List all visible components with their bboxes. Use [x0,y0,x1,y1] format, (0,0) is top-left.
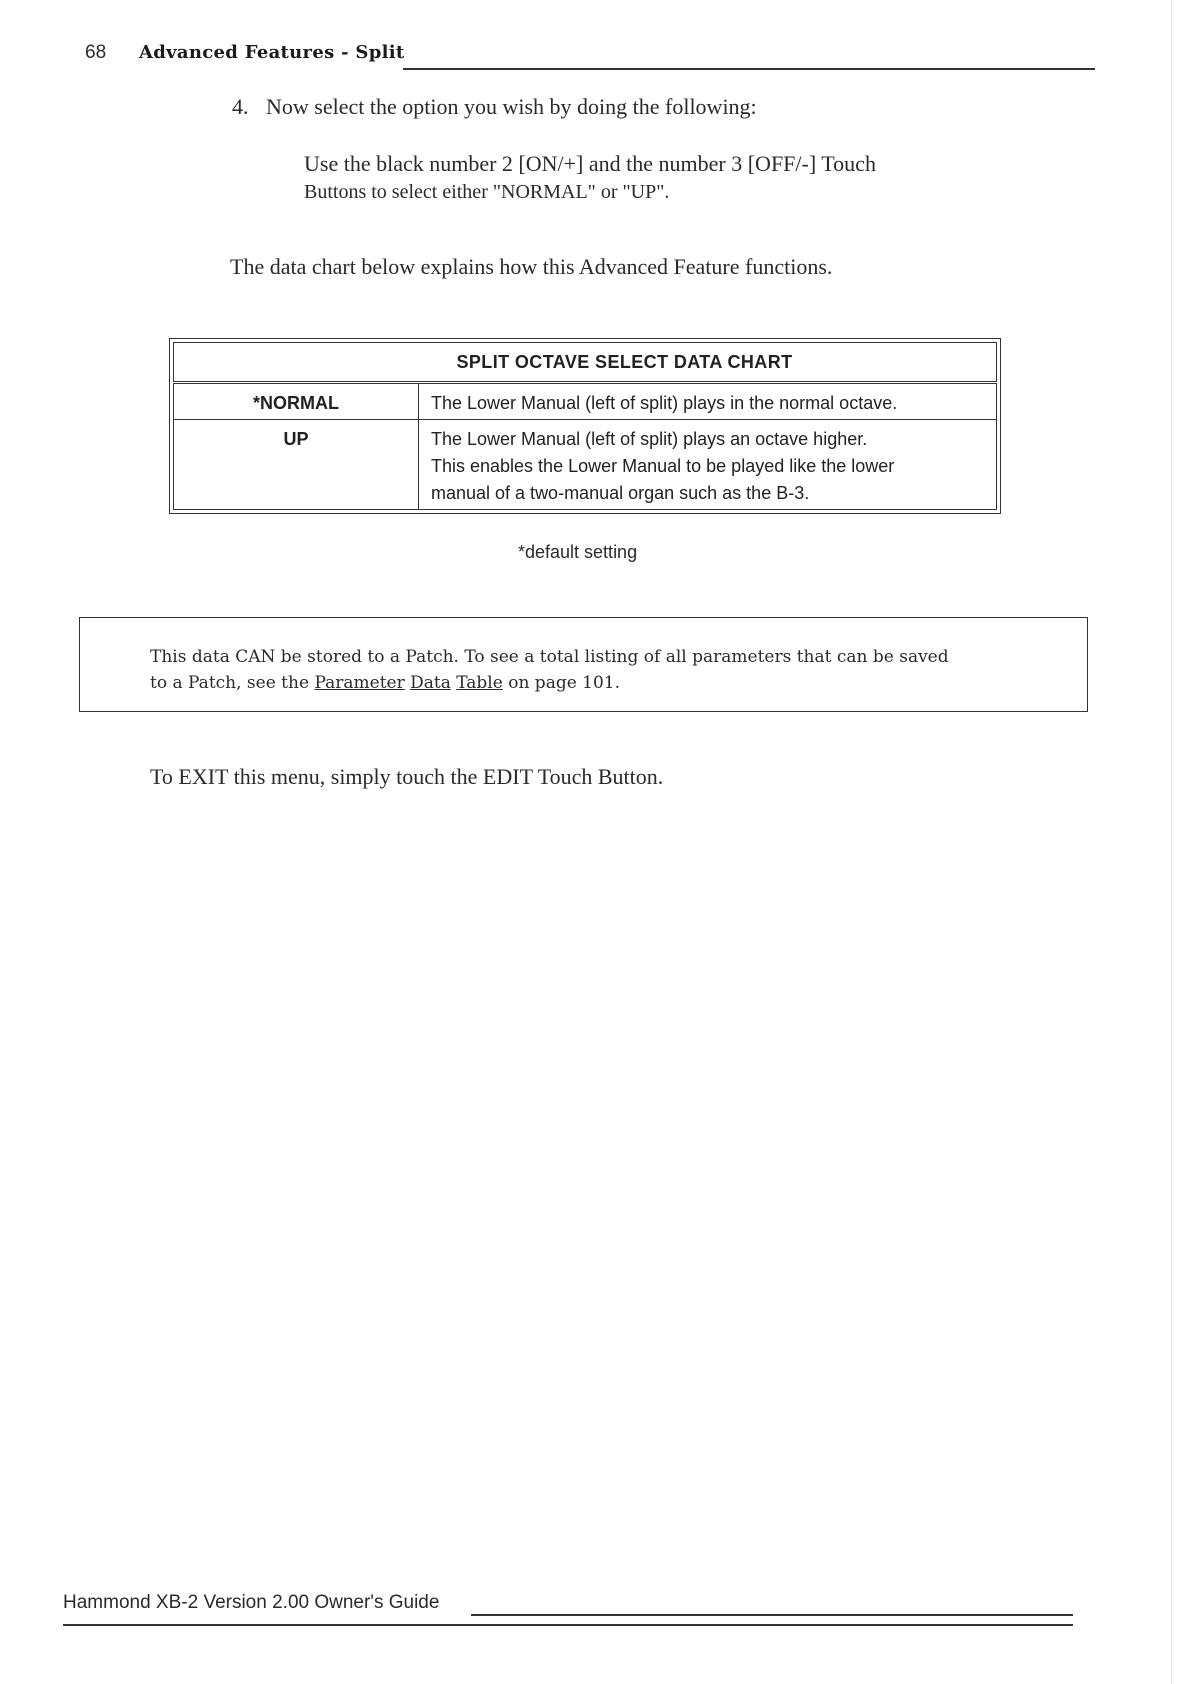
parameter-data-table-link-word-2[interactable]: Data [410,673,451,693]
setting-normal-description: The Lower Manual (left of split) plays in the normal octave. [419,383,997,420]
step-number: 4. [232,94,249,119]
note-line-2-prefix: to a Patch, see the [150,673,310,693]
note-line-2 [150,670,1050,696]
section-title: Advanced Features - Split [139,42,405,63]
chart-title-row [174,343,997,383]
instruction-paragraph [304,150,1044,206]
patch-note-box [79,617,1088,712]
parameter-data-table-link-word-1[interactable]: Parameter [314,673,405,693]
setting-up-description [419,420,997,510]
instruction-line-2: Buttons to select either "NORMAL" or "UP". [304,181,670,203]
chart-title: SPLIT OCTAVE SELECT DATA CHART [174,343,997,383]
instruction-line-1: Use the black number 2 [ON/+] and the number 3 [OFF/-] Touch [304,151,876,176]
page-number: 68 [85,42,107,63]
chart-intro: The data chart below explains how this Advanced Feature functions. [230,254,833,279]
page-footer [63,1592,1073,1632]
table-row [174,420,997,510]
footer-rule-upper [471,1614,1073,1616]
step-text: Now select the option you wish by doing the following: [266,94,757,119]
guide-title: Hammond XB-2 Version 2.00 Owner's Guide [63,1592,440,1613]
split-octave-data-chart [173,342,997,510]
header-rule [403,68,1095,70]
page-edge-line [1171,0,1172,1684]
setting-normal: *NORMAL [174,383,419,420]
note-line-1: This data CAN be stored to a Patch. To see a total listing of all parameters that can be saved [150,647,949,667]
table-row [174,383,997,420]
footer-rule-lower [63,1624,1073,1626]
step-4 [232,94,757,120]
exit-instruction: To EXIT this menu, simply touch the EDIT Touch Button. [150,764,664,789]
setting-up: UP [174,420,419,510]
patch-note-text [150,644,1050,696]
parameter-data-table-link-word-3[interactable]: Table [456,673,503,693]
data-chart-frame [169,338,1001,514]
setting-up-description-line-1: The Lower Manual (left of split) plays an octave higher. [431,429,868,449]
note-line-2-suffix: on page 101. [508,673,621,693]
setting-up-description-line-3: manual of a two-manual organ such as the B-3. [431,483,810,503]
page-header [85,40,1095,74]
default-setting-footnote: *default setting [518,542,638,562]
setting-up-description-line-2: This enables the Lower Manual to be played like the lower [431,456,895,476]
